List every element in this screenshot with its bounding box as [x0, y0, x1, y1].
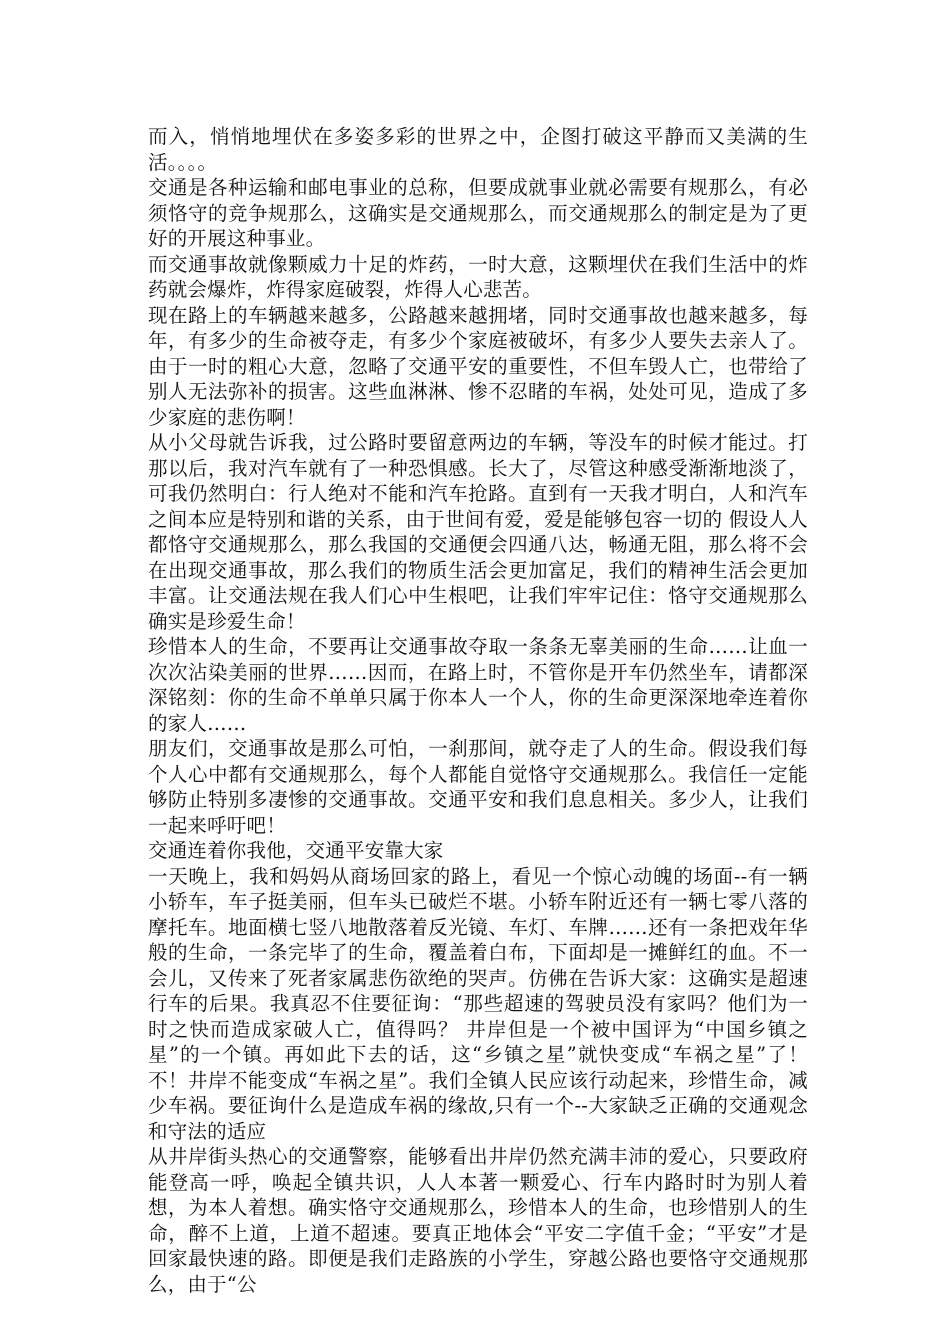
paragraph-childhood-lesson: 从小父母就告诉我，过公路时要留意两边的车辆，等没车的时候才能过。打那以后，我对汽车就有了一种恐惧感。长大了，尽管这种感受渐渐地淡了，可我仍然明白：行人绝对不能和汽车抢路。直到有一天我才明白，人和汽车之间本应是特别和谐的关系，由于世间有爱，爱是能够包容一切的 假设人人都恪守交通规那么，那么我国的交通便会四通八达，畅通无阻，那么将不会在出现交通事故，那么我们的物质生活会更加富足，我们的精神生活会更加丰富。让交通法规在我人们心中生根吧，让我们牢牢记住：恪守交通规那么确实是珍爱生命！: [148, 431, 808, 633]
paragraph-friends-appeal: 朋友们，交通事故是那么可怕，一刹那间，就夺走了人的生命。假设我们每个人心中都有交通规那么，每个人都能自觉恪守交通规那么。我信任一定能够防止特别多凄惨的交通事故。交通平安和我们息息相关。多少人，让我们一起来呼吁吧！: [148, 737, 808, 837]
section-heading: 交通连着你我他，交通平安靠大家: [148, 839, 444, 862]
paragraph-cherish-life: 珍惜本人的生命，不要再让交通事故夺取一条条无辜美丽的生命……让血一次次沾染美丽的世界……因而，在路上时，不管你是开车仍然坐车，请都深深铭刻：你的生命不单单只属于你本人一个人，你的生命更深深地牵连着你的家人……: [148, 635, 808, 735]
paragraph-traffic-definition: 交通是各种运输和邮电事业的总称，但要成就事业就必需要有规那么，有必须恪守的竞争规那么，这确实是交通规那么，而交通规那么的制定是为了更好的开展这种事业。: [148, 176, 808, 250]
paragraph-traffic-police: 从井岸街头热心的交通警察，能够看出井岸仍然充满丰沛的爱心，只要政府能登高一呼，唤起全镇共识，人人本著一颗爱心、行车内路时时为别人着想，为本人着想。确实恪守交通规那么，珍惜本人的生命，也珍惜别人的生命，醉不上道，上道不超速。要真正地体会“平安二字值千金；“平安”才是回家最快速的路。即便是我们走路族的小学生，穿越公路也要恪守交通规那么，由于“公: [148, 1145, 808, 1296]
paragraph-rising-accidents: 现在路上的车辆越来越多，公路越来越拥堵，同时交通事故也越来越多，每年，有多少的生命被夺走，有多少个家庭被破坏，有多少人要失去亲人了。由于一时的粗心大意，忽略了交通平安的重要性，不但车毁人亡，也带给了别人无法弥补的损害。这些血淋淋、惨不忍睹的车祸，处处可见，造成了多少家庭的悲伤啊！: [148, 303, 808, 429]
paragraph-intro-continued: 而入，悄悄地埋伏在多姿多彩的世界之中，企图打破这平静而又美满的生活。。。。: [148, 125, 808, 174]
paragraph-accident-explosive: 而交通事故就像颗威力十足的炸药，一时大意，这颗埋伏在我们生活中的炸药就会爆炸，炸得家庭破裂，炸得人心悲苦。: [148, 252, 808, 301]
document-body: [148, 124, 808, 1297]
paragraph-accident-scene: 一天晚上，我和妈妈从商场回家的路上，看见一个惊心动魄的场面--有一辆小轿车，车子挺美丽，但车头已破烂不堪。小轿车附近还有一辆七零八落的摩托车。地面横七竖八地散落着反光镜、车灯、车牌……还有一条把戏年华般的生命，一条完毕了的生命，覆盖着白布，下面却是一摊鲜红的血。不一会儿，又传来了死者家属悲伤欲绝的哭声。仿佛在告诉大家：这确实是超速行车的后果。我真忍不住要征询：“那些超速的驾驶员没有家吗？他们为一时之快而造成家破人亡，值得吗？ 井岸但是一个被中国评为“中国乡镇之星”的一个镇。再如此下去的话，这“乡镇之星”就快变成“车祸之星”了！ 不！井岸不能变成“车祸之星”。我们全镇人民应该行动起来，珍惜生命，减少车祸。要征询什么是造成车祸的缘故,只有一个--大家缺乏正确的交通观念和守法的适应: [148, 864, 808, 1143]
